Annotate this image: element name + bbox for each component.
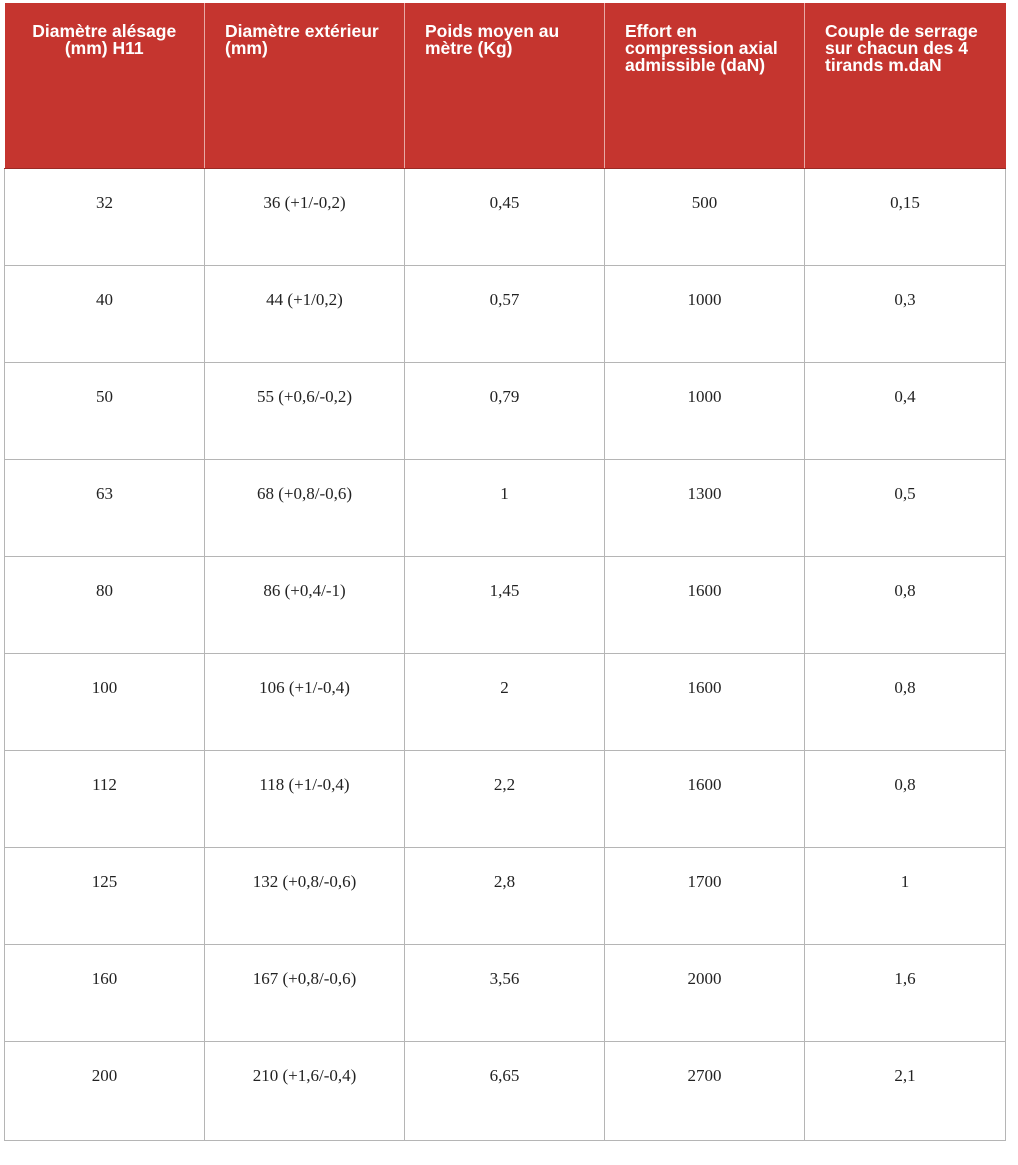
table-row bbox=[5, 459, 1006, 556]
cell-bore-diameter: 112 bbox=[5, 750, 205, 847]
cell-bore-diameter: 50 bbox=[5, 362, 205, 459]
cell-average-weight: 0,79 bbox=[405, 362, 605, 459]
cell-average-weight: 6,65 bbox=[405, 1041, 605, 1140]
cell-average-weight: 1,45 bbox=[405, 556, 605, 653]
cell-outer-diameter: 118 (+1/-0,4) bbox=[205, 750, 405, 847]
cell-tightening-torque: 0,4 bbox=[805, 362, 1006, 459]
cell-bore-diameter: 160 bbox=[5, 944, 205, 1041]
cell-tightening-torque: 0,8 bbox=[805, 750, 1006, 847]
header-tightening-torque: Couple de serrage sur chacun des 4 tirands m.daN bbox=[805, 3, 1006, 168]
header-row bbox=[5, 3, 1006, 168]
cell-axial-compression: 500 bbox=[605, 168, 805, 265]
cell-axial-compression: 1600 bbox=[605, 556, 805, 653]
cell-outer-diameter: 86 (+0,4/-1) bbox=[205, 556, 405, 653]
cell-axial-compression: 1000 bbox=[605, 265, 805, 362]
cell-axial-compression: 2700 bbox=[605, 1041, 805, 1140]
cell-outer-diameter: 167 (+0,8/-0,6) bbox=[205, 944, 405, 1041]
cell-axial-compression: 1300 bbox=[605, 459, 805, 556]
cell-outer-diameter: 68 (+0,8/-0,6) bbox=[205, 459, 405, 556]
cell-axial-compression: 2000 bbox=[605, 944, 805, 1041]
table-row bbox=[5, 556, 1006, 653]
cell-outer-diameter: 210 (+1,6/-0,4) bbox=[205, 1041, 405, 1140]
cell-axial-compression: 1600 bbox=[605, 653, 805, 750]
cell-axial-compression: 1600 bbox=[605, 750, 805, 847]
cell-bore-diameter: 100 bbox=[5, 653, 205, 750]
cell-tightening-torque: 1 bbox=[805, 847, 1006, 944]
cell-bore-diameter: 63 bbox=[5, 459, 205, 556]
cell-tightening-torque: 0,8 bbox=[805, 653, 1006, 750]
cell-average-weight: 2 bbox=[405, 653, 605, 750]
cell-bore-diameter: 125 bbox=[5, 847, 205, 944]
table-row bbox=[5, 168, 1006, 265]
cell-outer-diameter: 44 (+1/0,2) bbox=[205, 265, 405, 362]
cell-outer-diameter: 132 (+0,8/-0,6) bbox=[205, 847, 405, 944]
cell-tightening-torque: 0,3 bbox=[805, 265, 1006, 362]
cell-outer-diameter: 106 (+1/-0,4) bbox=[205, 653, 405, 750]
table-row bbox=[5, 944, 1006, 1041]
header-axial-compression: Effort en compression axial admissible (daN) bbox=[605, 3, 805, 168]
cell-tightening-torque: 0,5 bbox=[805, 459, 1006, 556]
cell-tightening-torque: 0,15 bbox=[805, 168, 1006, 265]
cell-bore-diameter: 32 bbox=[5, 168, 205, 265]
cell-axial-compression: 1700 bbox=[605, 847, 805, 944]
table-row bbox=[5, 653, 1006, 750]
header-average-weight: Poids moyen au mètre (Kg) bbox=[405, 3, 605, 168]
cell-bore-diameter: 80 bbox=[5, 556, 205, 653]
specification-table bbox=[4, 3, 1006, 1141]
table-row bbox=[5, 362, 1006, 459]
table-row bbox=[5, 750, 1006, 847]
cell-bore-diameter: 200 bbox=[5, 1041, 205, 1140]
cell-average-weight: 0,45 bbox=[405, 168, 605, 265]
cell-average-weight: 3,56 bbox=[405, 944, 605, 1041]
cell-average-weight: 0,57 bbox=[405, 265, 605, 362]
cell-outer-diameter: 55 (+0,6/-0,2) bbox=[205, 362, 405, 459]
table-row bbox=[5, 265, 1006, 362]
cell-average-weight: 2,8 bbox=[405, 847, 605, 944]
cell-axial-compression: 1000 bbox=[605, 362, 805, 459]
table-row bbox=[5, 1041, 1006, 1140]
cell-tightening-torque: 1,6 bbox=[805, 944, 1006, 1041]
cell-tightening-torque: 2,1 bbox=[805, 1041, 1006, 1140]
table-row bbox=[5, 847, 1006, 944]
cell-bore-diameter: 40 bbox=[5, 265, 205, 362]
cell-outer-diameter: 36 (+1/-0,2) bbox=[205, 168, 405, 265]
header-bore-diameter: Diamètre alésage (mm) H11 bbox=[5, 3, 205, 168]
header-outer-diameter: Diamètre extérieur (mm) bbox=[205, 3, 405, 168]
cell-tightening-torque: 0,8 bbox=[805, 556, 1006, 653]
cell-average-weight: 2,2 bbox=[405, 750, 605, 847]
cell-average-weight: 1 bbox=[405, 459, 605, 556]
